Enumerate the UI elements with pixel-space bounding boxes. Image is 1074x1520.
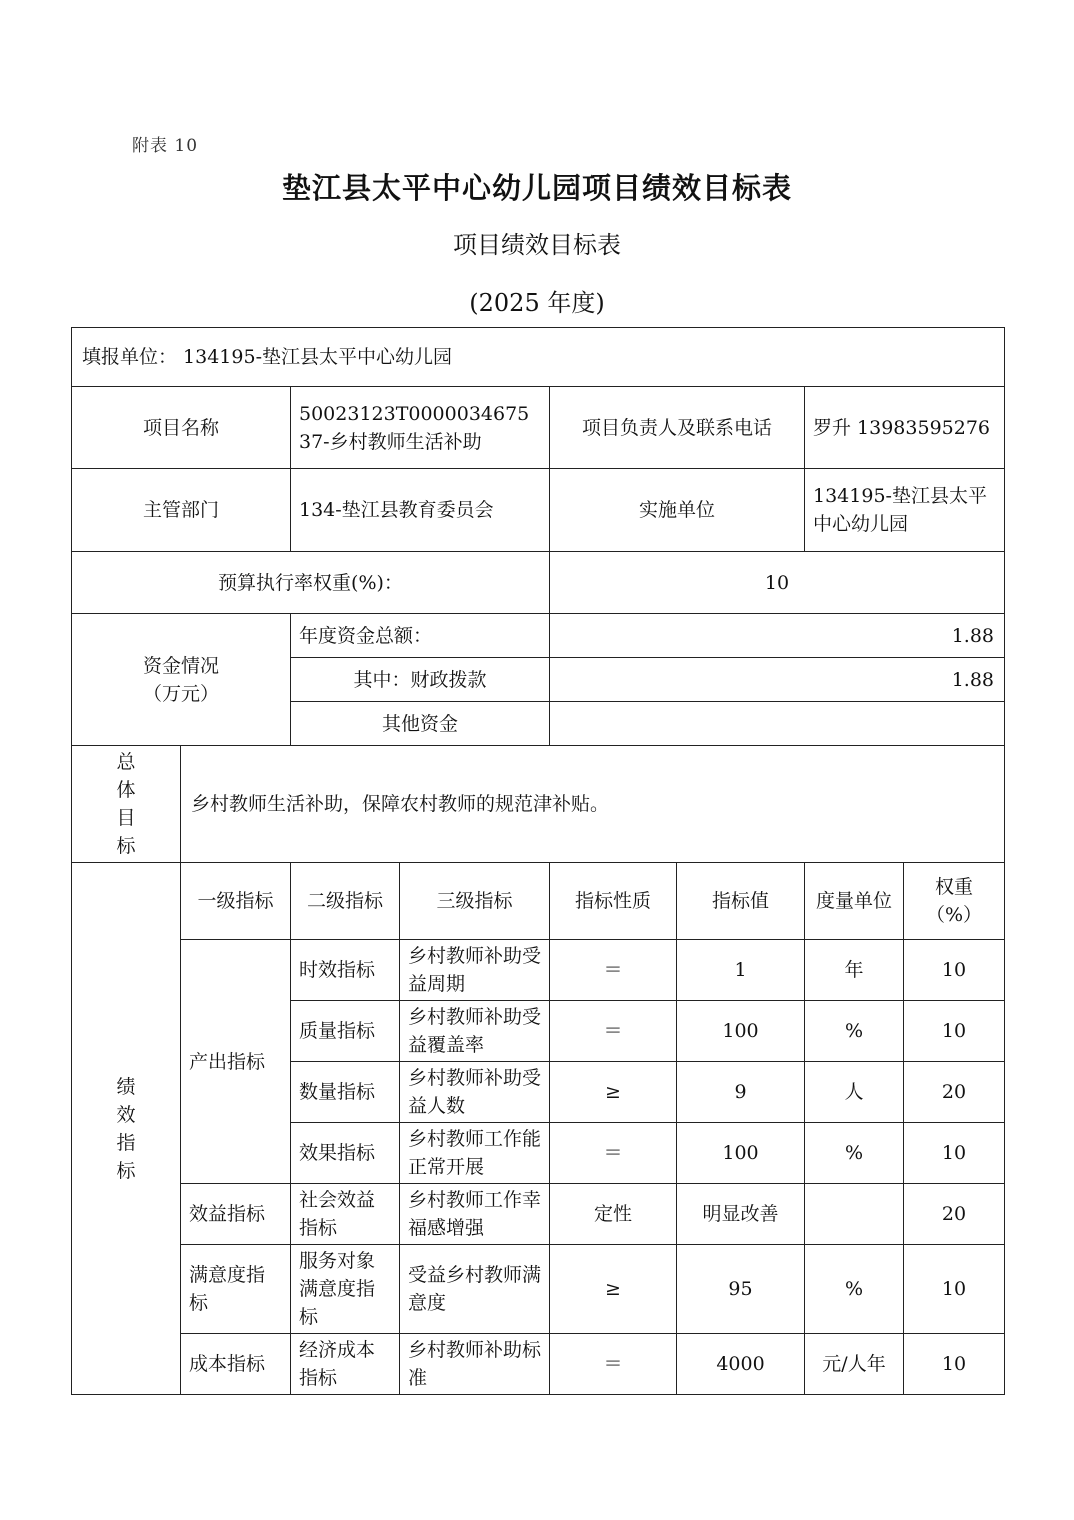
- weight-cell: 20: [904, 1062, 1005, 1123]
- funds-total-value: 1.88: [550, 614, 1005, 658]
- weight-cell: 10: [904, 1001, 1005, 1062]
- indicators-char: 效: [116, 1103, 136, 1126]
- contact-label: 项目负责人及联系电话: [550, 387, 805, 469]
- overall-goal-char: 总: [116, 751, 136, 773]
- annex-label: 附表 10: [132, 136, 199, 156]
- nature-cell: ＝: [550, 1001, 677, 1062]
- level3-cell: 乡村教师补助标准: [400, 1334, 550, 1395]
- value-cell: 95: [677, 1245, 805, 1334]
- value-cell: 100: [677, 1001, 805, 1062]
- impl-value: 134195-垫江县太平中心幼儿园: [805, 469, 1005, 552]
- table-row: [72, 1245, 1005, 1334]
- value-cell: 100: [677, 1123, 805, 1184]
- level2-cell: 质量指标: [291, 1001, 400, 1062]
- header-weight: 权重（%）: [904, 863, 1005, 940]
- level2-cell: 数量指标: [291, 1062, 400, 1123]
- table-row: [72, 1184, 1005, 1245]
- overall-goal-char: 目: [116, 807, 136, 829]
- level3-cell: 乡村教师补助受益覆盖率: [400, 1001, 550, 1062]
- indicators-label: [72, 863, 181, 1395]
- unit-cell: [805, 1184, 904, 1245]
- impl-label: 实施单位: [550, 469, 805, 552]
- budget-rate-label: 预算执行率权重(%)：: [72, 552, 550, 614]
- value-cell: 1: [677, 940, 805, 1001]
- dept-value: 134-垫江县教育委员会: [291, 469, 550, 552]
- project-name-value: 50023123T000003467537-乡村教师生活补助: [291, 387, 550, 469]
- indicators-char: 绩: [116, 1075, 136, 1098]
- level3-cell: 乡村教师补助受益周期: [400, 940, 550, 1001]
- contact-value: 罗升 13983595276: [805, 387, 1005, 469]
- overall-goal-char: 体: [116, 779, 136, 801]
- funds-total-label: 年度资金总额：: [291, 614, 550, 658]
- table-row: [72, 940, 1005, 1001]
- level1-cell: 效益指标: [181, 1184, 291, 1245]
- value-cell: 4000: [677, 1334, 805, 1395]
- reporting-unit: 填报单位： 134195-垫江县太平中心幼儿园: [72, 328, 1005, 387]
- level1-cell: 产出指标: [181, 940, 291, 1184]
- performance-table: [71, 327, 1005, 1395]
- unit-cell: 元/人年: [805, 1334, 904, 1395]
- nature-cell: ＝: [550, 1334, 677, 1395]
- level2-cell: 效果指标: [291, 1123, 400, 1184]
- weight-cell: 20: [904, 1184, 1005, 1245]
- nature-cell: ≥: [550, 1245, 677, 1334]
- unit-cell: %: [805, 1245, 904, 1334]
- nature-cell: ＝: [550, 940, 677, 1001]
- level3-cell: 乡村教师补助受益人数: [400, 1062, 550, 1123]
- overall-goal-char: 标: [116, 835, 136, 857]
- header-level3: 三级指标: [400, 863, 550, 940]
- table-row: [72, 1334, 1005, 1395]
- header-level2: 二级指标: [291, 863, 400, 940]
- budget-rate-value: 10: [550, 552, 1005, 614]
- funds-label: 资金情况: [142, 654, 219, 677]
- nature-cell: ≥: [550, 1062, 677, 1123]
- unit-cell: %: [805, 1001, 904, 1062]
- indicators-char: 指: [116, 1131, 136, 1154]
- weight-cell: 10: [904, 1123, 1005, 1184]
- year-label: (2025 年度): [469, 289, 605, 317]
- page-subtitle: 项目绩效目标表: [453, 231, 621, 259]
- level2-cell: 社会效益指标: [291, 1184, 400, 1245]
- level1-cell: 满意度指标: [181, 1245, 291, 1334]
- indicators-char: 标: [116, 1159, 136, 1182]
- header-nature: 指标性质: [550, 863, 677, 940]
- funds-label-cell: [72, 614, 291, 746]
- level3-cell: 受益乡村教师满意度: [400, 1245, 550, 1334]
- header-unit: 度量单位: [805, 863, 904, 940]
- level3-cell: 乡村教师工作幸福感增强: [400, 1184, 550, 1245]
- unit-cell: 年: [805, 940, 904, 1001]
- header-value: 指标值: [677, 863, 805, 940]
- funds-fiscal-label: 其中：财政拨款: [291, 658, 550, 702]
- nature-cell: 定性: [550, 1184, 677, 1245]
- funds-unit: （万元）: [142, 682, 219, 705]
- weight-cell: 10: [904, 1245, 1005, 1334]
- weight-cell: 10: [904, 940, 1005, 1001]
- level2-cell: 经济成本指标: [291, 1334, 400, 1395]
- funds-other-value: [550, 702, 1005, 746]
- unit-cell: %: [805, 1123, 904, 1184]
- overall-goal-text: 乡村教师生活补助，保障农村教师的规范津补贴。: [181, 746, 1005, 863]
- header-level1: 一级指标: [181, 863, 291, 940]
- funds-other-label: 其他资金: [291, 702, 550, 746]
- value-cell: 9: [677, 1062, 805, 1123]
- level3-cell: 乡村教师工作能正常开展: [400, 1123, 550, 1184]
- unit-cell: 人: [805, 1062, 904, 1123]
- level1-cell: 成本指标: [181, 1334, 291, 1395]
- value-cell: 明显改善: [677, 1184, 805, 1245]
- level2-cell: 时效指标: [291, 940, 400, 1001]
- nature-cell: ＝: [550, 1123, 677, 1184]
- project-name-label: 项目名称: [72, 387, 291, 469]
- weight-cell: 10: [904, 1334, 1005, 1395]
- funds-fiscal-value: 1.88: [550, 658, 1005, 702]
- overall-goal-label: [72, 746, 181, 863]
- page-title: 垫江县太平中心幼儿园项目绩效目标表: [281, 171, 792, 205]
- dept-label: 主管部门: [72, 469, 291, 552]
- level2-cell: 服务对象满意度指标: [291, 1245, 400, 1334]
